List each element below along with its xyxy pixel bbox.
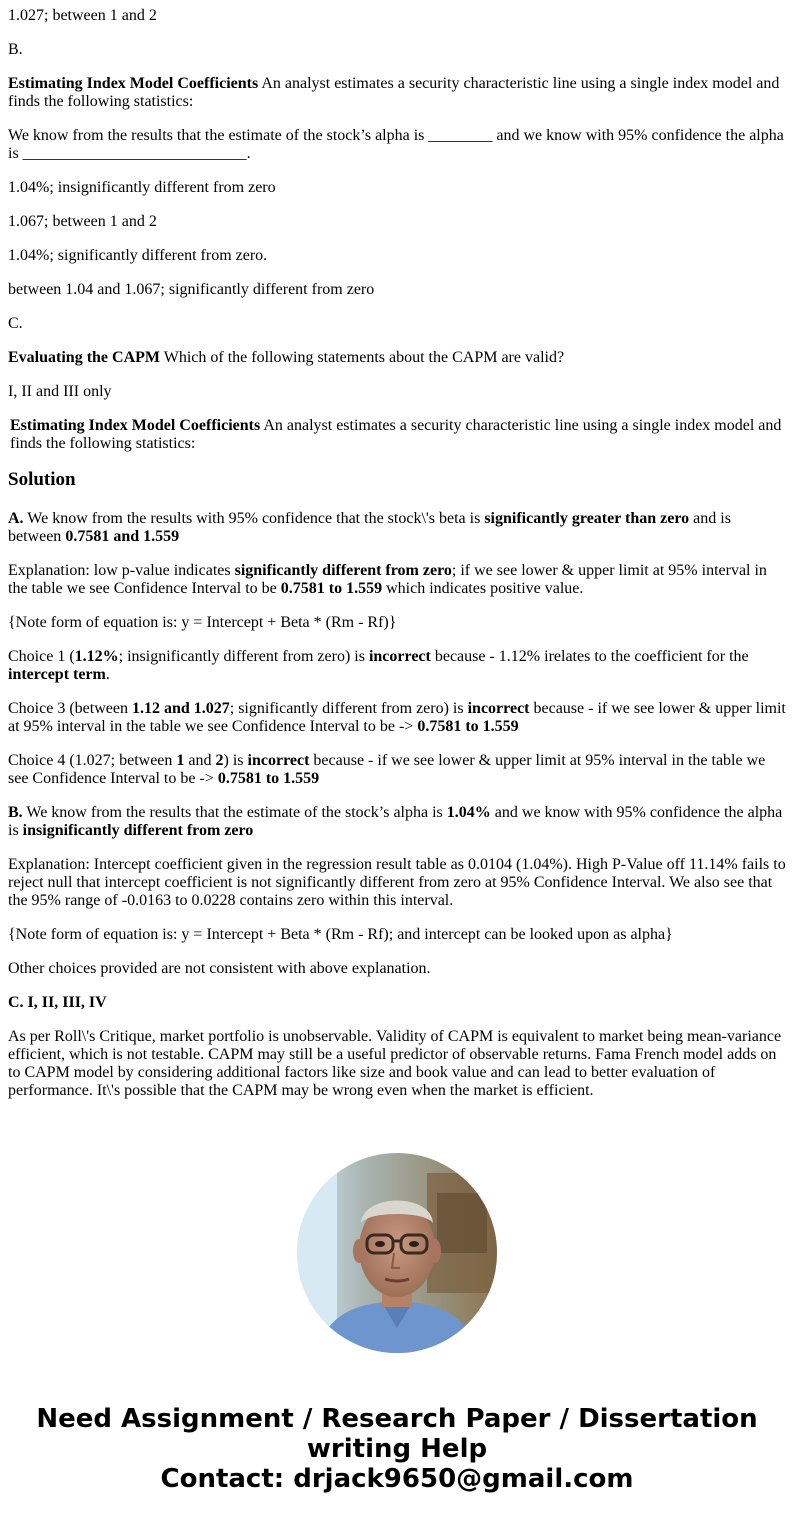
question-2 (8, 75, 788, 111)
emphasis: significantly different from zero (234, 562, 452, 579)
text: which indicates positive value. (382, 580, 584, 597)
contact-banner (0, 1404, 794, 1494)
choice-2: 1.067; between 1 and 2 (8, 213, 157, 230)
emphasis: significantly greater than zero (484, 510, 690, 527)
solution-a (8, 510, 788, 546)
answer-marker: B. (8, 41, 23, 58)
answer-label: A. (8, 510, 24, 527)
question-title: Estimating Index Model Coefficients (10, 417, 261, 434)
text: Explanation: low p-value indicates (8, 562, 235, 579)
emphasis: 1.12% (74, 648, 119, 665)
emphasis: 1.12 and 1.027 (131, 700, 230, 717)
question-prompt: An analyst estimates a security characteristic line using a single index model and finds the following statistics: (8, 75, 780, 110)
question-title: Evaluating the CAPM (8, 349, 160, 366)
other-choices-note: Other choices provided are not consistent with above explanation. (8, 960, 431, 977)
choice-3-explanation (8, 700, 788, 736)
note-2: {Note form of equation is: y = Intercept + Beta * (Rm - Rf); and intercept can be looked upon as alpha} (8, 926, 673, 943)
answer-label: B. (8, 804, 23, 821)
question-repeat (8, 417, 788, 453)
choice-1: 1.04%; insignificantly different from zero (8, 179, 276, 196)
contact-email: Contact: drjack9650@gmail.com (160, 1464, 634, 1494)
explanation-2: Explanation: Intercept coefficient given in the regression result table as 0.0104 (1.04%). High P-Value off 11.14% fails to reject null that intercept coefficient is not significantly different from zero at 95% Confidence Interval. We also see that the 95% range of -0.0163 to 0.0228 contains zero within this interval. (8, 856, 786, 909)
emphasis: incorrect (368, 648, 431, 665)
emphasis: incorrect (247, 752, 310, 769)
answer-label: C. I, II, III, IV (8, 994, 107, 1011)
emphasis: intercept term (8, 666, 106, 683)
text: We know from the results that the estimate of the stock’s alpha is (22, 804, 447, 821)
choice-1: I, II and III only (8, 383, 112, 400)
explanation-3: As per Roll\'s Critique, market portfolio is unobservable. Validity of CAPM is equivalent to market being mean-variance efficient, which is not testable. CAPM may still be a useful predictor of observable returns. Fama French model adds on to CAPM model by considering additional factors like size and book value and can lead to better evaluation of performance. It\'s possible that the CAPM may be wrong even when the market is efficient. (8, 1028, 782, 1099)
emphasis: 0.7581 and 1.559 (65, 528, 180, 545)
text: ; if we see lower & upper limit at 95% interval in the table we see Confidence Interval to be (8, 562, 767, 597)
text: and we know with 95% confidence the alpha is (8, 804, 783, 839)
text: because - if we see lower & upper limit at 95% interval in the table we see Confidence Interval to be -> (8, 752, 766, 787)
document-body (8, 7, 788, 1116)
banner-line: writing Help (306, 1434, 488, 1464)
text: and (184, 752, 216, 769)
text: We know from the results with 95% confidence that the stock\'s beta is (23, 510, 485, 527)
text: . (105, 666, 110, 683)
banner-line: Need Assignment / Research Paper / Dissertation (36, 1404, 758, 1434)
answer-text: 1.027; between 1 and 2 (8, 7, 157, 24)
choice-4-explanation (8, 752, 788, 788)
text: and is between (8, 510, 731, 545)
text: Choice 4 (1.027; between (8, 752, 177, 769)
question-text: We know from the results that the estimate of the stock’s alpha is ________ and we know with 95% confidence the alpha is ____________________________. (8, 127, 784, 162)
question-prompt: Which of the following statements about the CAPM are valid? (160, 349, 565, 366)
emphasis: 0.7581 to 1.559 (217, 770, 320, 787)
text: Choice 3 (between (8, 700, 132, 717)
choice-3: 1.04%; significantly different from zero. (8, 247, 268, 264)
note-1: {Note form of equation is: y = Intercept + Beta * (Rm - Rf)} (8, 614, 397, 631)
emphasis: 1 (176, 752, 185, 769)
solution-c (8, 994, 788, 1012)
emphasis: incorrect (467, 700, 530, 717)
text: because - if we see lower & upper limit at 95% interval in the table we see Confidence Interval to be -> (8, 700, 786, 735)
emphasis: 0.7581 to 1.559 (417, 718, 519, 735)
solution-heading: Solution (8, 469, 76, 490)
question-prompt: An analyst estimates a security characteristic line using a single index model and finds the following statistics: (10, 417, 782, 452)
choice-4: between 1.04 and 1.067; significantly different from zero (8, 281, 375, 298)
choice-1-explanation (8, 648, 788, 684)
text: Choice 1 ( (8, 648, 75, 665)
emphasis: 0.7581 to 1.559 (280, 580, 383, 597)
text: ; insignificantly different from zero) is (118, 648, 369, 665)
solution-b (8, 804, 788, 840)
text: ; significantly different from zero) is (229, 700, 468, 717)
text: ) is (223, 752, 248, 769)
emphasis: insignificantly different from zero (22, 822, 254, 839)
author-photo (297, 1153, 497, 1353)
answer-marker: C. (8, 315, 23, 332)
question-title: Estimating Index Model Coefficients (8, 75, 259, 92)
explanation-1 (8, 562, 788, 598)
text: because - 1.12% irelates to the coefficient for the (430, 648, 749, 665)
emphasis: 2 (215, 752, 224, 769)
question-3 (8, 349, 788, 367)
emphasis: 1.04% (446, 804, 491, 821)
portrait-image (297, 1153, 497, 1353)
